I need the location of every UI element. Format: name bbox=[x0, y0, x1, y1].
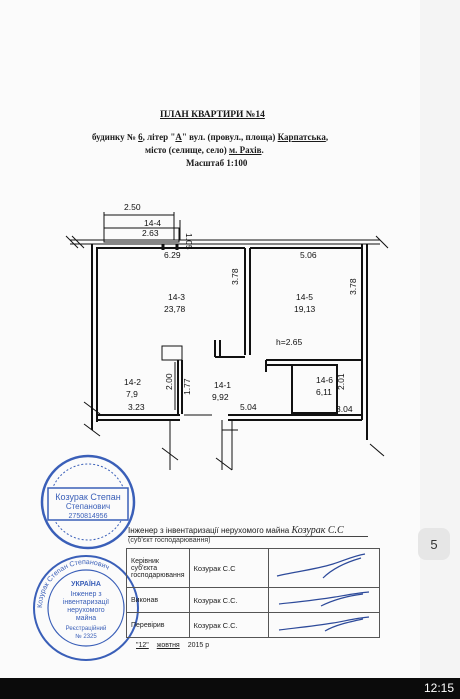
city-line: місто (селище, село) м. Рахів. bbox=[145, 145, 264, 155]
ceiling-height: h=2.65 bbox=[276, 337, 303, 347]
row-label: Керівник суб'єкта господарювання bbox=[127, 549, 190, 588]
svg-text:9,92: 9,92 bbox=[212, 392, 229, 402]
room-14-1 bbox=[212, 380, 231, 402]
subject-label: (суб'єкт господарювання) bbox=[128, 537, 211, 544]
signature-table bbox=[126, 548, 380, 638]
svg-text:майна: майна bbox=[75, 615, 97, 622]
table-row bbox=[127, 588, 380, 613]
svg-text:14-6: 14-6 bbox=[316, 375, 334, 385]
house-label: будинку № bbox=[92, 132, 136, 142]
svg-text:2.63: 2.63 bbox=[142, 228, 159, 238]
street-value: Карпатська bbox=[277, 132, 326, 142]
house-number: 6 bbox=[138, 132, 143, 142]
svg-text:Реєстраційний: Реєстраційний bbox=[65, 626, 107, 632]
city-label: місто (селище, село) bbox=[145, 145, 227, 155]
table-row bbox=[127, 549, 380, 588]
dim-14-2-width: 3.23 bbox=[128, 402, 145, 412]
date-day: "12" bbox=[136, 642, 149, 649]
dim-14-1-width: 5.04 bbox=[240, 402, 257, 412]
row-label: Перевірив bbox=[127, 613, 190, 638]
dim-14-6-width: 3.04 bbox=[336, 404, 353, 414]
engineer-label: Інженер з інвентаризації нерухомого майна bbox=[128, 526, 290, 535]
row-name: Козурак С.С. bbox=[189, 613, 268, 638]
letter-label: , літер " bbox=[142, 132, 176, 142]
room-14-3 bbox=[164, 292, 186, 314]
svg-text:Інженер з: Інженер з bbox=[70, 591, 102, 598]
row-name: Козурак С.С. bbox=[189, 588, 268, 613]
street-label: " вул. (провул., площа) bbox=[181, 132, 276, 142]
room-14-4 bbox=[142, 218, 161, 238]
dim-14-5-width: 5.06 bbox=[300, 250, 317, 260]
svg-text:інвентаризації: інвентаризації bbox=[62, 599, 110, 606]
clock: 12:15 bbox=[423, 681, 454, 695]
room-14-2 bbox=[124, 377, 141, 399]
svg-text:6,11: 6,11 bbox=[316, 387, 332, 397]
personal-seal bbox=[38, 452, 138, 552]
dim-top-width: 2.50 bbox=[124, 202, 141, 212]
svg-text:19,13: 19,13 bbox=[294, 304, 316, 314]
floor-plan bbox=[0, 190, 420, 480]
dim-14-2-height: 2.00 bbox=[164, 373, 174, 390]
date-month: жовтня bbox=[156, 642, 180, 649]
engineer-name: Козурак С.С bbox=[291, 525, 344, 536]
row-name: Козурак С.С bbox=[189, 549, 268, 588]
engineer-line bbox=[128, 525, 368, 537]
signature-cell bbox=[268, 549, 379, 588]
svg-text:№ 2325: № 2325 bbox=[75, 634, 97, 640]
svg-text:14-1: 14-1 bbox=[214, 380, 232, 390]
dim-14-5-height: 3.78 bbox=[348, 278, 358, 295]
table-row bbox=[127, 613, 380, 638]
dim-corridor-width: 6.29 bbox=[164, 250, 181, 260]
signature-cell bbox=[268, 613, 379, 638]
document-title: ПЛАН КВАРТИРИ №14 bbox=[160, 110, 265, 120]
city-value: м. Рахів bbox=[229, 145, 262, 155]
date-year: 2015 р bbox=[187, 642, 210, 649]
address-line: будинку № 6, літер "А" вул. (провул., площа) Карпатська, bbox=[92, 132, 329, 142]
room-14-6 bbox=[316, 375, 333, 397]
svg-text:УКРАЇНА: УКРАЇНА bbox=[71, 581, 101, 588]
svg-text:14-3: 14-3 bbox=[168, 292, 186, 302]
svg-text:23,78: 23,78 bbox=[164, 304, 186, 314]
signature-cell bbox=[268, 588, 379, 613]
row-label: Виконав bbox=[127, 588, 190, 613]
date-line bbox=[136, 642, 215, 649]
svg-text:14-5: 14-5 bbox=[296, 292, 314, 302]
svg-text:7,9: 7,9 bbox=[126, 389, 138, 399]
room-14-5 bbox=[294, 292, 316, 314]
letter-value: А bbox=[175, 132, 182, 142]
svg-text:Козурак Степан: Козурак Степан bbox=[55, 492, 121, 502]
svg-text:14-4: 14-4 bbox=[144, 218, 162, 228]
signature-icon bbox=[273, 615, 373, 633]
viewer-background bbox=[420, 0, 460, 699]
svg-text:Козурак Степан Степанович: Козурак Степан Степанович bbox=[36, 558, 111, 609]
status-bar bbox=[0, 678, 460, 699]
svg-text:2750814956: 2750814956 bbox=[68, 513, 108, 520]
dim-14-1-height: 1.77 bbox=[182, 378, 192, 395]
svg-text:нерухомого: нерухомого bbox=[67, 607, 105, 614]
signature-icon bbox=[273, 552, 373, 582]
dim-14-6-height: 2.01 bbox=[336, 373, 346, 390]
signature-icon bbox=[273, 590, 373, 608]
scale-label: Масштаб 1:100 bbox=[186, 158, 248, 168]
page-number-badge[interactable]: 5 bbox=[418, 528, 450, 560]
svg-text:14-2: 14-2 bbox=[124, 377, 142, 387]
dim-14-3-height: 3.78 bbox=[230, 268, 240, 285]
dim-14-4-height: 1.05 bbox=[184, 233, 194, 250]
svg-text:Степанович: Степанович bbox=[65, 502, 111, 511]
